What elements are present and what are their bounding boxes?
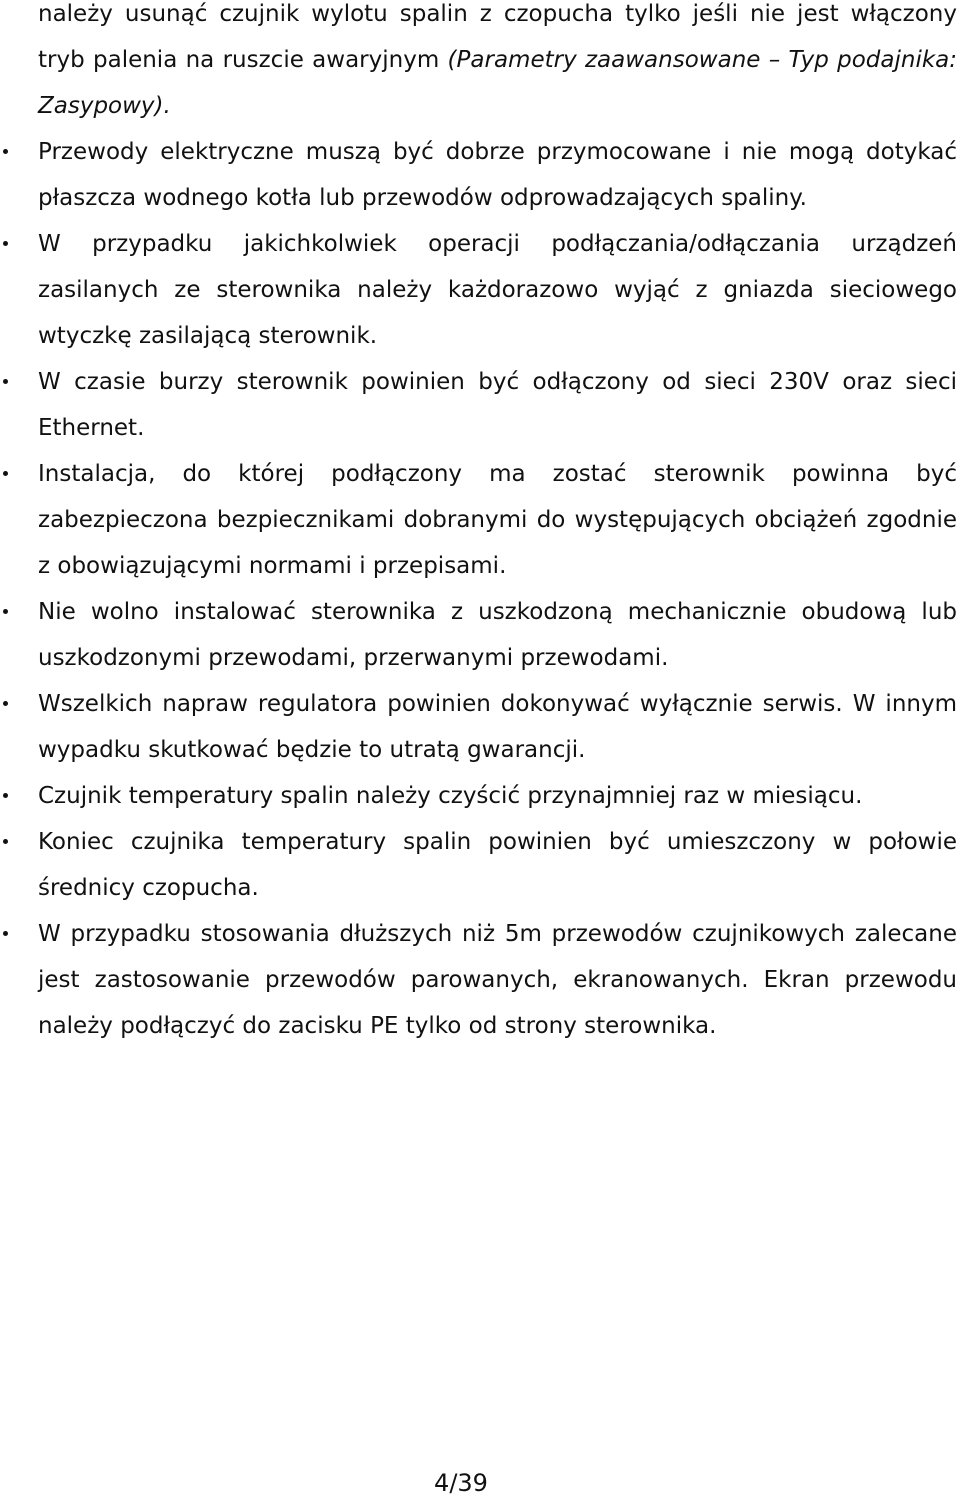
list-item — [0, 451, 957, 589]
list-item — [0, 819, 957, 911]
list-item-text: W przypadku stosowania dłuższych niż 5m przewodów czujnikowych zalecane jest zastosowanie przewodów parowanych, ekranowanych. Ekran przewodu należy podłączyć do zacisku PE tylko od strony sterownika. — [38, 921, 957, 1039]
bullet-icon — [3, 839, 8, 844]
list-item-text: Przewody elektryczne muszą być dobrze przymocowane i nie mogą dotykać płaszcza wodnego kotła lub przewodów odprowadzających spaliny. — [38, 139, 957, 211]
safety-bullet-list — [0, 129, 957, 1049]
list-item-text: Koniec czujnika temperatury spalin powinien być umieszczony w połowie średnicy czopucha. — [38, 829, 957, 901]
list-item-text: W czasie burzy sterownik powinien być odłączony od sieci 230V oraz sieci Ethernet. — [38, 369, 957, 441]
list-item-text: Czujnik temperatury spalin należy czyścić przynajmniej raz w miesiącu. — [38, 783, 863, 809]
list-item — [0, 681, 957, 773]
list-item — [0, 221, 957, 359]
bullet-icon — [3, 609, 8, 614]
intro-text: należy usunąć czujnik wylotu spalin z czopucha tylko jeśli nie jest włączony tryb palenia na ruszcie awaryjnym — [38, 1, 957, 73]
bullet-icon — [3, 793, 8, 798]
bullet-icon — [3, 149, 8, 154]
list-item-text: Instalacja, do której podłączony ma zostać sterownik powinna być zabezpieczona bezpiecznikami dobranymi do występujących obciążeń zgodnie z obowiązującymi normami i przepisami. — [38, 461, 957, 579]
bullet-icon — [3, 931, 8, 936]
list-item — [0, 589, 957, 681]
bullet-icon — [3, 241, 8, 246]
list-item-text: W przypadku jakichkolwiek operacji podłączania/odłączania urządzeń zasilanych ze sterownika należy każdorazowo wyjąć z gniazda sieciowego wtyczkę zasilającą sterownik. — [38, 231, 957, 349]
bullet-icon — [3, 471, 8, 476]
intro-paragraph — [0, 0, 957, 129]
list-item — [0, 773, 957, 819]
list-item-text: Nie wolno instalować sterownika z uszkodzoną mechanicznie obudową lub uszkodzonymi przewodami, przerwanymi przewodami. — [38, 599, 957, 671]
page-number: 4/39 — [434, 1469, 488, 1497]
bullet-icon — [3, 701, 8, 706]
list-item — [0, 359, 957, 451]
intro-italic-text: (Parametry zaawansowane – Typ podajnika: Zasypowy). — [38, 47, 957, 119]
list-item-text: Wszelkich napraw regulatora powinien dokonywać wyłącznie serwis. W innym wypadku skutkować będzie to utratą gwarancji. — [38, 691, 957, 763]
bullet-icon — [3, 379, 8, 384]
list-item — [0, 911, 957, 1049]
list-item — [0, 129, 957, 221]
